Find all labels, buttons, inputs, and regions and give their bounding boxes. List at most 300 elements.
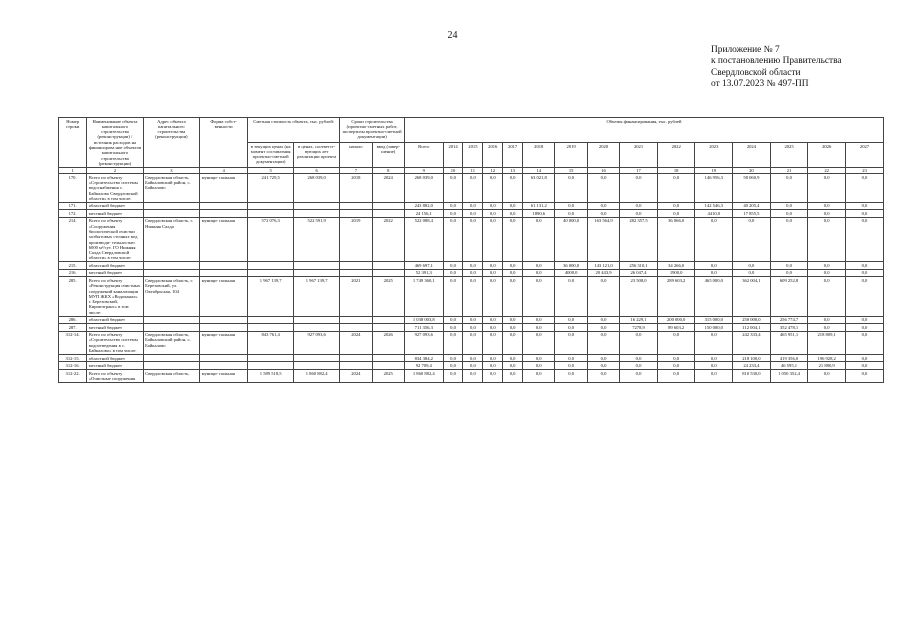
- year-amount: 196 928,2: [808, 354, 846, 361]
- year-amount: 0,0: [657, 369, 695, 382]
- term-end: [372, 316, 404, 323]
- estimate-current: 843 761,4: [248, 331, 294, 354]
- year-amount: 0,0: [845, 262, 883, 269]
- year-amount: 58 060,9: [733, 174, 771, 203]
- year-amount: 0,0: [845, 362, 883, 369]
- estimate-current: [248, 316, 294, 323]
- term-start: [340, 324, 372, 331]
- year-amount: 0,0: [443, 354, 463, 361]
- address: Свердловская область, г. Нижняя Салда: [143, 217, 199, 262]
- estimate-forecast: [294, 324, 340, 331]
- year-amount: 0,0: [503, 202, 523, 209]
- table-row: [59, 217, 884, 262]
- header-year: 2026: [808, 142, 846, 167]
- year-amount: 0,0: [808, 369, 846, 382]
- appendix-line-1: Приложение № 7: [711, 45, 780, 55]
- total-amount: 92 709,4: [404, 362, 443, 369]
- year-amount: 0,0: [503, 362, 523, 369]
- year-amount: 89 603,2: [657, 324, 695, 331]
- column-number: 6: [294, 167, 340, 173]
- year-amount: 0,0: [695, 217, 733, 262]
- total-amount: 522 088,4: [404, 217, 443, 262]
- year-amount: 143 121,0: [587, 262, 619, 269]
- header-year: 2014: [443, 142, 463, 167]
- year-amount: 282 357,5: [620, 217, 658, 262]
- year-amount: 0,0: [463, 277, 483, 316]
- ownership: муници- пальная: [200, 217, 248, 262]
- year-amount: 609 252,8: [770, 277, 808, 316]
- column-number: 10: [443, 167, 463, 173]
- table-row: [59, 202, 884, 209]
- estimate-forecast: 268 039,0: [294, 174, 340, 203]
- ownership: [200, 316, 248, 323]
- ownership: муници- пальная: [200, 331, 248, 354]
- total-amount: 24 156,1: [404, 210, 443, 217]
- year-amount: 0,0: [733, 262, 771, 269]
- year-amount: 419 356,0: [770, 354, 808, 361]
- estimate-current: 241 729,5: [248, 174, 294, 203]
- term-start: 2018: [340, 174, 372, 203]
- address: Свердловская область, Байкаловский район, с. Байкалово: [143, 331, 199, 354]
- term-start: [340, 262, 372, 269]
- year-amount: 0,0: [770, 262, 808, 269]
- object-name: областной бюджет: [87, 354, 143, 361]
- estimate-current: [248, 362, 294, 369]
- year-amount: 0,0: [463, 324, 483, 331]
- year-amount: 0,0: [620, 174, 658, 203]
- row-number: 170.: [59, 174, 87, 203]
- year-amount: 0,0: [695, 362, 733, 369]
- year-amount: 0,0: [523, 217, 555, 262]
- year-amount: 218 809,1: [808, 331, 846, 354]
- header-year: 2018: [523, 142, 555, 167]
- year-amount: 0,0: [808, 202, 846, 209]
- year-amount: 0,0: [657, 354, 695, 361]
- column-number: 17: [620, 167, 658, 173]
- year-amount: 218 100,0: [733, 354, 771, 361]
- column-number: 22: [808, 167, 846, 173]
- year-amount: 0,0: [657, 174, 695, 203]
- row-number: 216.: [59, 269, 87, 276]
- year-amount: 0,0: [443, 262, 463, 269]
- year-amount: 0,0: [443, 277, 463, 316]
- year-amount: 0,0: [770, 202, 808, 209]
- table-row: [59, 369, 884, 382]
- column-number: 4: [200, 167, 248, 173]
- year-amount: 352 478,1: [770, 324, 808, 331]
- year-amount: 0,0: [483, 174, 503, 203]
- year-amount: 0,0: [463, 262, 483, 269]
- year-amount: 150 000,0: [695, 324, 733, 331]
- object-name: местный бюджет: [87, 362, 143, 369]
- object-name: Всего по объекту «Реконструкция очистных сооружений канализации МУП ЖКХ «Водоканал» г. Березовский, Кирпичтранс» в том числе:: [87, 277, 143, 316]
- column-number: 21: [770, 167, 808, 173]
- year-amount: 0,0: [808, 174, 846, 203]
- term-end: 2024: [372, 174, 404, 203]
- year-amount: 0,0: [443, 174, 463, 203]
- appendix-header: [711, 45, 842, 91]
- estimate-current: [248, 210, 294, 217]
- year-amount: 24 233,4: [733, 362, 771, 369]
- year-amount: 0,0: [523, 331, 555, 354]
- year-amount: 1900,0: [657, 269, 695, 276]
- header-ownership: Форма собст- венности: [200, 118, 248, 168]
- year-amount: 40 000,0: [555, 217, 587, 262]
- row-number: 287.: [59, 324, 87, 331]
- row-number: 172.: [59, 210, 87, 217]
- year-amount: 0,0: [620, 331, 658, 354]
- year-amount: 0,0: [657, 331, 695, 354]
- year-amount: 0,0: [463, 217, 483, 262]
- year-amount: 0,0: [463, 369, 483, 382]
- year-amount: 0,0: [695, 354, 733, 361]
- year-amount: 0,0: [483, 217, 503, 262]
- year-amount: 0,0: [770, 210, 808, 217]
- header-year: 2016: [483, 142, 503, 167]
- year-amount: 23 508,0: [620, 277, 658, 316]
- year-amount: 0,0: [587, 210, 619, 217]
- header-year: 2015: [463, 142, 483, 167]
- estimate-current: [248, 202, 294, 209]
- term-start: [340, 202, 372, 209]
- total-amount: 469 697,1: [404, 262, 443, 269]
- header-total: Всего: [404, 142, 443, 167]
- estimate-current: [248, 324, 294, 331]
- year-amount: 0,0: [657, 210, 695, 217]
- row-number: 312-15.: [59, 354, 87, 361]
- year-amount: 0,0: [483, 202, 503, 209]
- year-amount: 0,0: [483, 362, 503, 369]
- header-year: 2017: [503, 142, 523, 167]
- term-end: [372, 324, 404, 331]
- year-amount: 0,0: [587, 316, 619, 323]
- year-amount: 0,0: [657, 362, 695, 369]
- year-amount: 0,0: [620, 210, 658, 217]
- object-name: местный бюджет: [87, 324, 143, 331]
- year-amount: 0,0: [733, 217, 771, 262]
- year-amount: 163 564,9: [587, 217, 619, 262]
- header-row-1: [59, 118, 884, 143]
- address: Свердловская область,: [143, 369, 199, 382]
- year-amount: 0,0: [483, 262, 503, 269]
- term-start: 2021: [340, 277, 372, 316]
- year-amount: 250 000,0: [733, 316, 771, 323]
- ownership: муници- пальная: [200, 369, 248, 382]
- year-amount: 0,0: [523, 316, 555, 323]
- year-amount: 0,0: [483, 277, 503, 316]
- column-number: 23: [845, 167, 883, 173]
- year-amount: 0,0: [555, 369, 587, 382]
- year-amount: 0,0: [845, 369, 883, 382]
- year-amount: 0,0: [443, 362, 463, 369]
- object-name: местный бюджет: [87, 210, 143, 217]
- year-amount: 7278,9: [620, 324, 658, 331]
- year-amount: 0,0: [657, 202, 695, 209]
- year-amount: 26 047,4: [620, 269, 658, 276]
- year-amount: 0,0: [587, 277, 619, 316]
- appendix-line-4: от 13.07.2023 № 497-ПП: [711, 79, 809, 90]
- total-amount: 1 749 360,1: [404, 277, 443, 316]
- term-end: [372, 210, 404, 217]
- year-amount: 146 956,3: [695, 174, 733, 203]
- year-amount: 0,0: [443, 217, 463, 262]
- column-number: 19: [695, 167, 733, 173]
- year-amount: 0,0: [808, 262, 846, 269]
- year-amount: 0,0: [555, 202, 587, 209]
- year-amount: 16 229,1: [620, 316, 658, 323]
- address: [143, 354, 199, 361]
- year-amount: 1890,6: [523, 210, 555, 217]
- estimate-forecast: 522 591,9: [294, 217, 340, 262]
- year-amount: 0,0: [463, 362, 483, 369]
- year-amount: 0,0: [443, 210, 463, 217]
- estimate-current: [248, 262, 294, 269]
- year-amount: 465 951,1: [770, 331, 808, 354]
- column-number: 2: [87, 167, 143, 173]
- year-amount: 63 021,8: [523, 174, 555, 203]
- estimate-forecast: [294, 262, 340, 269]
- year-amount: 810 530,0: [733, 369, 771, 382]
- column-number: 13: [503, 167, 523, 173]
- year-amount: 0,0: [845, 210, 883, 217]
- year-amount: 0,0: [503, 354, 523, 361]
- term-end: [372, 262, 404, 269]
- year-amount: 0,0: [555, 277, 587, 316]
- year-amount: 0,0: [483, 324, 503, 331]
- year-amount: 0,0: [443, 369, 463, 382]
- estimate-forecast: [294, 354, 340, 361]
- header-year: 2027: [845, 142, 883, 167]
- estimate-current: 572 076,3: [248, 217, 294, 262]
- year-amount: 0,0: [523, 354, 555, 361]
- year-amount: 0,0: [503, 324, 523, 331]
- year-amount: 0,0: [587, 362, 619, 369]
- year-amount: 0,0: [523, 277, 555, 316]
- year-amount: 0,0: [808, 210, 846, 217]
- term-end: [372, 362, 404, 369]
- estimate-current: [248, 269, 294, 276]
- year-amount: 0,0: [555, 316, 587, 323]
- table-row: [59, 362, 884, 369]
- address: [143, 324, 199, 331]
- year-amount: 0,0: [483, 210, 503, 217]
- year-amount: 0,0: [555, 324, 587, 331]
- table-row: [59, 331, 884, 354]
- year-amount: 4410,0: [695, 210, 733, 217]
- row-number: 286.: [59, 316, 87, 323]
- year-amount: 0,0: [695, 269, 733, 276]
- year-amount: 20 443,9: [587, 269, 619, 276]
- header-row-number: Номер строки: [59, 118, 87, 168]
- header-year: 2025: [770, 142, 808, 167]
- address: Свердловская область, г. Березовский, ул. Октябрьская, 104: [143, 277, 199, 316]
- column-number: 20: [733, 167, 771, 173]
- table-row: [59, 316, 884, 323]
- table-row: [59, 210, 884, 217]
- year-amount: 0,0: [483, 369, 503, 382]
- header-year: 2021: [620, 142, 658, 167]
- ownership: [200, 269, 248, 276]
- year-amount: 200 000,0: [657, 316, 695, 323]
- total-amount: 1 860 882,4: [404, 369, 443, 382]
- year-amount: 0,0: [443, 202, 463, 209]
- year-amount: 0,0: [443, 269, 463, 276]
- object-name: Всего по объекту «Очистные сооружения: [87, 369, 143, 382]
- row-number: 214.: [59, 217, 87, 262]
- year-amount: 0,0: [555, 362, 587, 369]
- total-amount: 268 039,0: [404, 174, 443, 203]
- object-name: областной бюджет: [87, 262, 143, 269]
- appendix-line-3: Свердловской области: [711, 67, 801, 78]
- table-row: [59, 324, 884, 331]
- column-number: 11: [463, 167, 483, 173]
- object-name: местный бюджет: [87, 269, 143, 276]
- header-terms: Сроки строительства (проектно-сметных работ, экспертизы проектно-сметной документации): [340, 118, 405, 143]
- term-start: [340, 354, 372, 361]
- year-amount: 0,0: [620, 202, 658, 209]
- year-amount: 0,0: [845, 354, 883, 361]
- year-amount: 0,0: [463, 174, 483, 203]
- year-amount: 0,0: [523, 262, 555, 269]
- year-amount: 40 205,4: [733, 202, 771, 209]
- object-name: Всего по объекту «Строительство системы водоотведения в с. Байкалово» в том числе:: [87, 331, 143, 354]
- year-amount: 0,0: [503, 269, 523, 276]
- row-number: 312-22.: [59, 369, 87, 382]
- header-estimate: Сметная стоимость объекта, тыс. рублей:: [248, 118, 340, 143]
- column-number: 8: [372, 167, 404, 173]
- year-amount: 0,0: [587, 331, 619, 354]
- year-amount: 0,0: [483, 316, 503, 323]
- year-amount: 0,0: [695, 369, 733, 382]
- address: [143, 269, 199, 276]
- year-amount: 0,0: [770, 174, 808, 203]
- estimate-forecast: [294, 210, 340, 217]
- year-amount: 0,0: [808, 316, 846, 323]
- column-number: 5: [248, 167, 294, 173]
- estimate-forecast: [294, 362, 340, 369]
- year-amount: 0,0: [733, 269, 771, 276]
- year-amount: 0,0: [770, 269, 808, 276]
- address: [143, 210, 199, 217]
- year-amount: 0,0: [443, 324, 463, 331]
- year-amount: 0,0: [845, 217, 883, 262]
- column-number: 15: [555, 167, 587, 173]
- header-year: 2024: [733, 142, 771, 167]
- header-estimate-forecast: в ценах, соответст- вующих лет реализации проекта: [294, 142, 340, 167]
- year-amount: 0,0: [845, 202, 883, 209]
- total-amount: 243 882,0: [404, 202, 443, 209]
- year-amount: 0,0: [483, 269, 503, 276]
- term-end: 2025: [372, 369, 404, 382]
- total-amount: 927 093,6: [404, 331, 443, 354]
- term-end: [372, 354, 404, 361]
- year-amount: 17 855,5: [733, 210, 771, 217]
- year-amount: 0,0: [463, 354, 483, 361]
- header-address: Адрес объекта капитального строительства (реконструкции): [143, 118, 199, 168]
- year-amount: 0,0: [503, 217, 523, 262]
- term-start: [340, 316, 372, 323]
- object-name: областной бюджет: [87, 316, 143, 323]
- year-amount: 315 000,0: [695, 316, 733, 323]
- column-number: 1: [59, 167, 87, 173]
- estimate-forecast: 1 967 139,7: [294, 277, 340, 316]
- year-amount: 0,0: [808, 217, 846, 262]
- ownership: [200, 202, 248, 209]
- ownership: [200, 354, 248, 361]
- appendix-line-2: к постановлению Правительства: [711, 56, 842, 67]
- year-amount: 0,0: [483, 331, 503, 354]
- total-amount: 834 384,2: [404, 354, 443, 361]
- header-term-start: начало: [340, 142, 372, 167]
- year-amount: 4000,0: [555, 269, 587, 276]
- header-year: 2022: [657, 142, 695, 167]
- term-end: 2026: [372, 331, 404, 354]
- year-amount: 0,0: [587, 202, 619, 209]
- address: [143, 362, 199, 369]
- year-amount: 0,0: [845, 174, 883, 203]
- year-amount: 0,0: [443, 331, 463, 354]
- column-number: 7: [340, 167, 372, 173]
- year-amount: 0,0: [555, 331, 587, 354]
- year-amount: 0,0: [808, 324, 846, 331]
- year-amount: 34 266,0: [657, 262, 695, 269]
- term-start: [340, 362, 372, 369]
- year-amount: 0,0: [587, 354, 619, 361]
- term-start: 2024: [340, 331, 372, 354]
- year-amount: 289 603,2: [657, 277, 695, 316]
- row-number: 171.: [59, 202, 87, 209]
- row-number: 312-16.: [59, 362, 87, 369]
- object-name: Всего по объекту «Сооружения биологической очистки хозбытовых сточных вод производи- тельностью 6000 м³/сут. ГО Нижняя Салда Свердловской области» в том числе:: [87, 217, 143, 262]
- table-row: [59, 262, 884, 269]
- table-row: [59, 277, 884, 316]
- total-amount: 711 356,3: [404, 324, 443, 331]
- year-amount: 0,0: [523, 269, 555, 276]
- year-amount: 0,0: [463, 269, 483, 276]
- year-amount: 61 131,2: [523, 202, 555, 209]
- table-row: [59, 174, 884, 203]
- year-amount: 0,0: [845, 331, 883, 354]
- total-amount: 1 038 003,8: [404, 316, 443, 323]
- year-amount: 0,0: [845, 324, 883, 331]
- ownership: [200, 210, 248, 217]
- term-start: 2019: [340, 217, 372, 262]
- address: [143, 316, 199, 323]
- column-number: 16: [587, 167, 619, 173]
- year-amount: 46 595,1: [770, 362, 808, 369]
- year-amount: 112 004,1: [733, 324, 771, 331]
- year-amount: 0,0: [503, 210, 523, 217]
- column-number: 9: [404, 167, 443, 173]
- header-estimate-current: в текущих ценах (на момент составления проектно-сметной документации): [248, 142, 294, 167]
- header-object-name: Наименование объекта капитального строительства (реконструкции) / источник расходов на финансирова ние объектов капитального строительства (реконструкции): [87, 118, 143, 168]
- funding-table: [58, 117, 884, 383]
- year-amount: 0,0: [695, 331, 733, 354]
- year-amount: 0,0: [695, 262, 733, 269]
- year-amount: 0,0: [523, 362, 555, 369]
- year-amount: 256 774,7: [770, 316, 808, 323]
- object-name: областной бюджет: [87, 202, 143, 209]
- row-number: 285.: [59, 277, 87, 316]
- term-end: [372, 202, 404, 209]
- year-amount: 0,0: [523, 369, 555, 382]
- estimate-forecast: 927 093,6: [294, 331, 340, 354]
- year-amount: 0,0: [483, 354, 503, 361]
- year-amount: 21 880,9: [808, 362, 846, 369]
- header-funding: Объемы финансирования, тыс. рублей: [404, 118, 883, 143]
- year-amount: 0,0: [503, 331, 523, 354]
- year-amount: 0,0: [463, 202, 483, 209]
